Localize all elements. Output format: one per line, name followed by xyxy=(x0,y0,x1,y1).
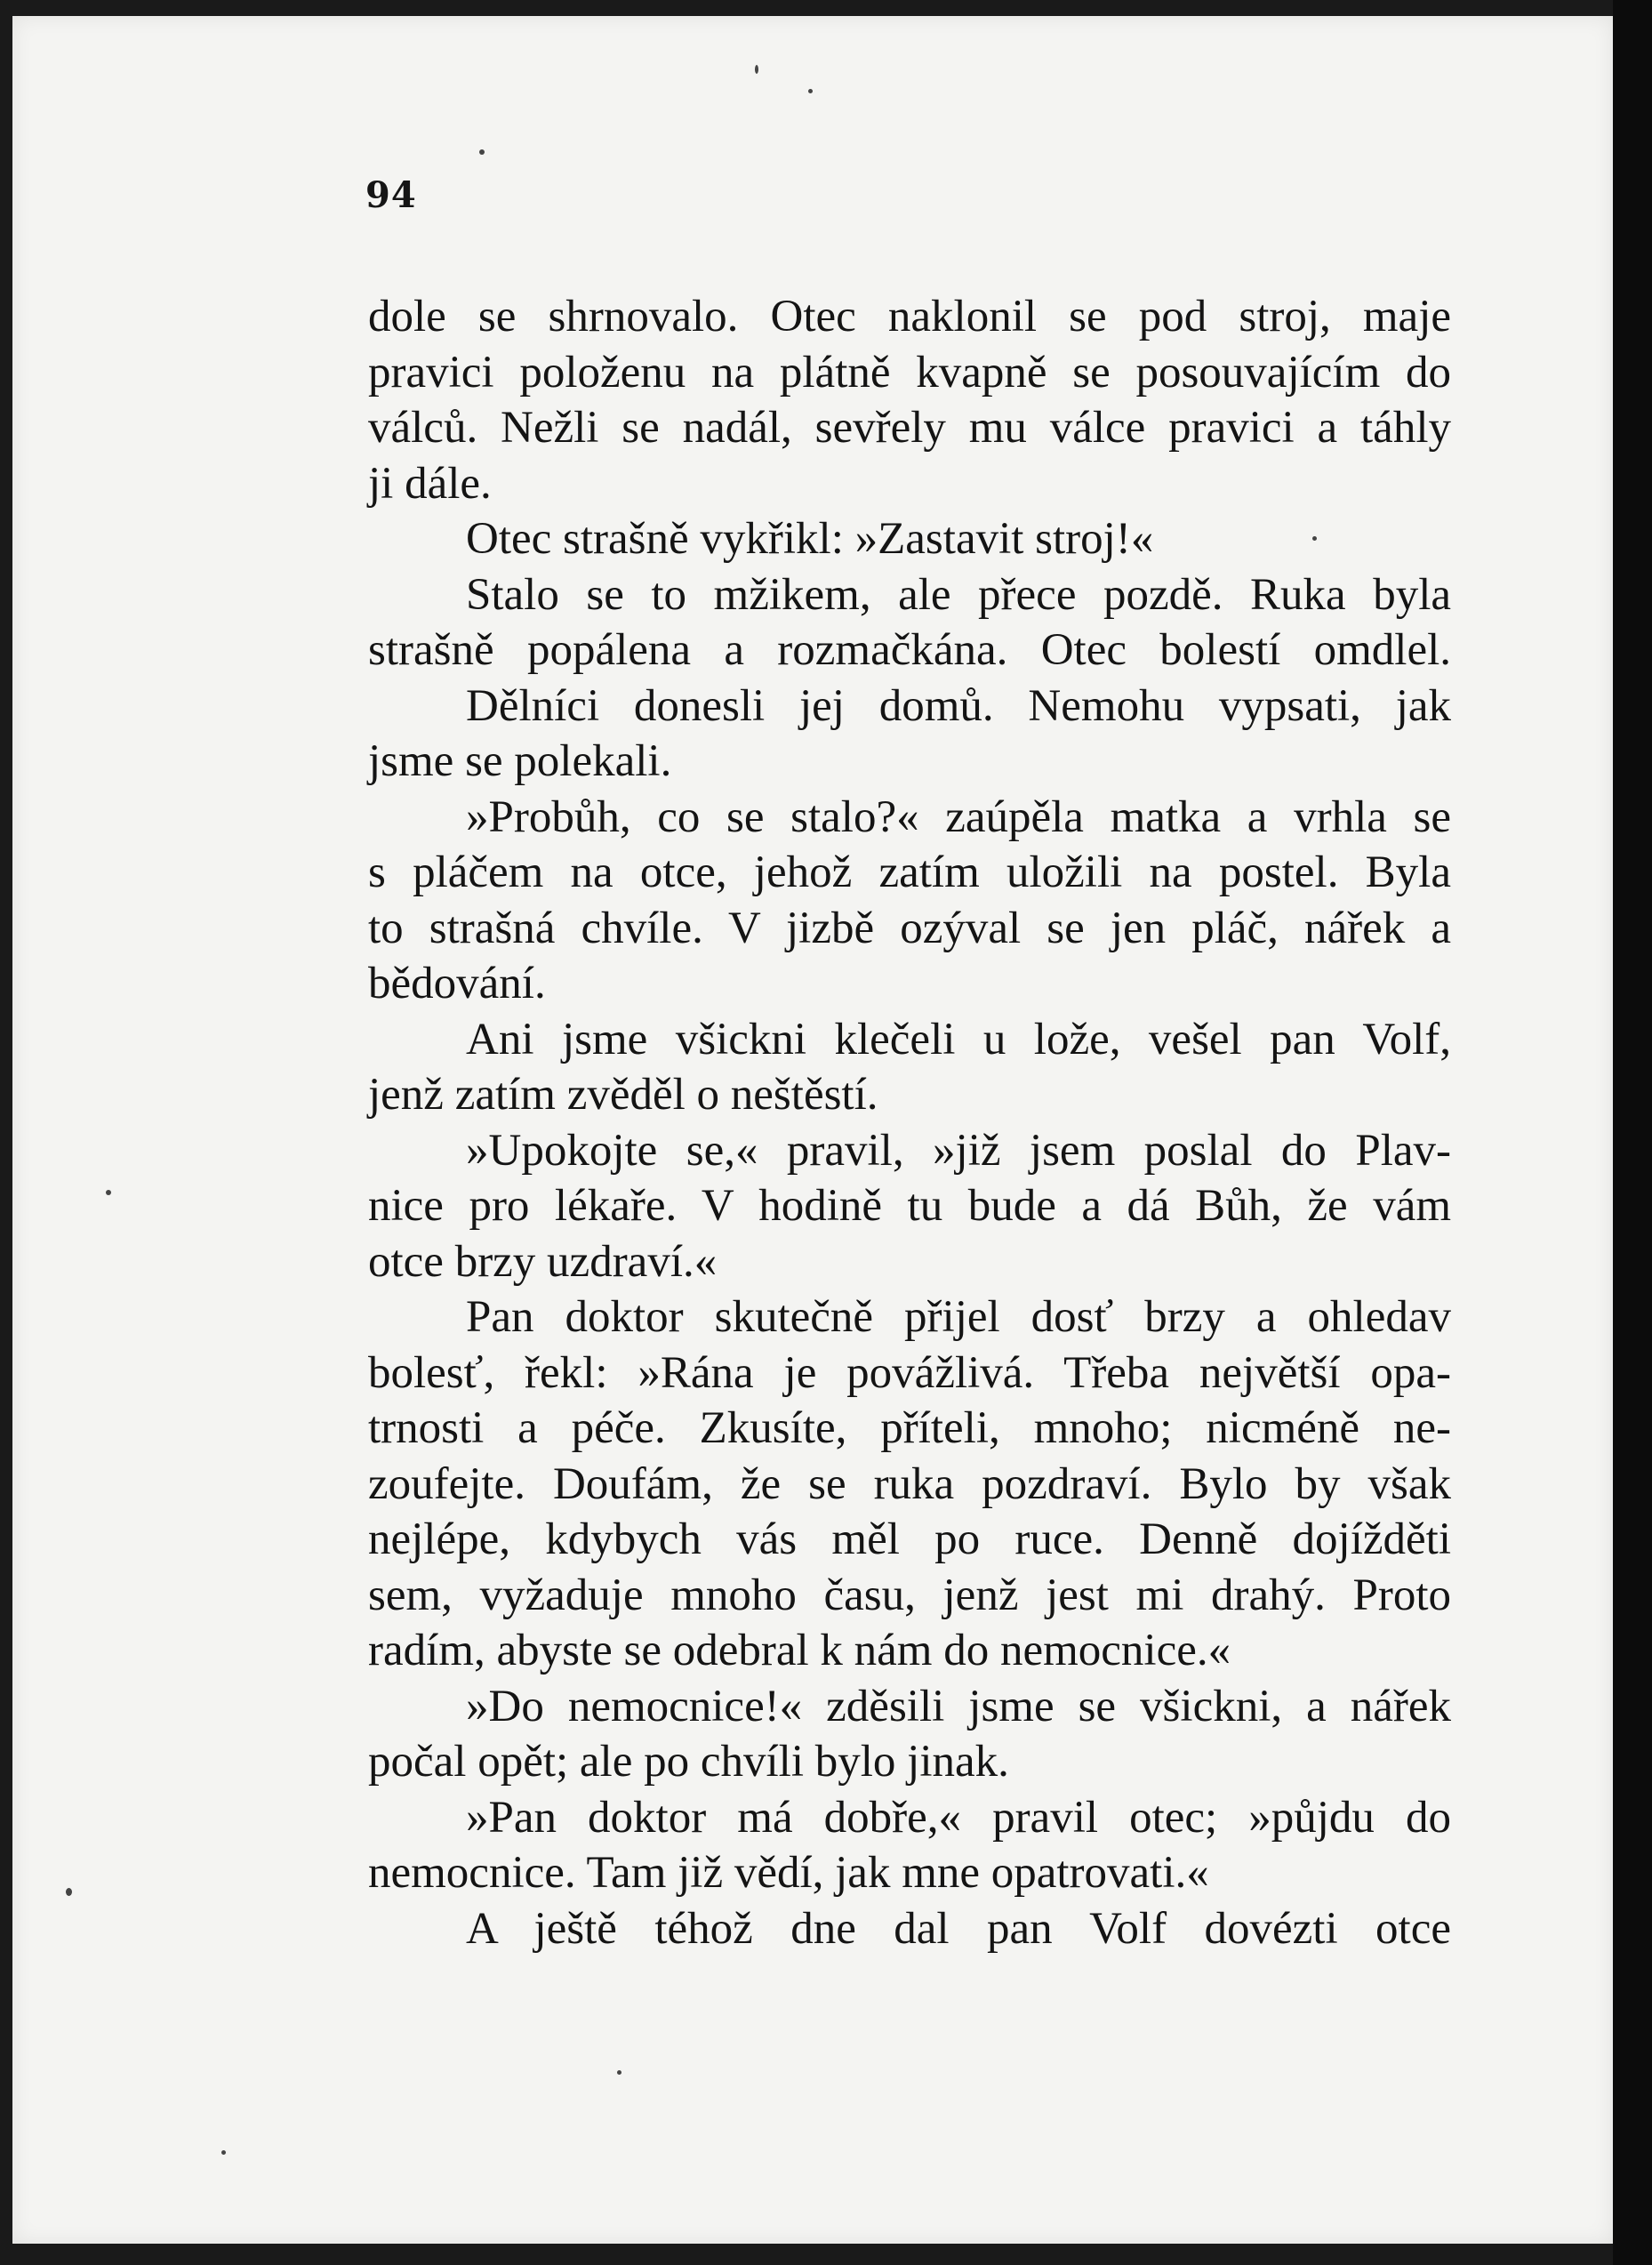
text-line: počal opět; ale po chvíli bylo jinak. xyxy=(368,1737,1009,1787)
text-line: Pan doktor skutečně přijel dosť brzy a ohledav xyxy=(466,1292,1451,1342)
book-page xyxy=(12,16,1613,2244)
paper-speck xyxy=(755,65,758,74)
text-line: »Probůh, co se stalo?« zaúpěla matka a vrhla se xyxy=(466,791,1451,842)
text-line: nemocnice. Tam již vědí, jak mne opatrovati.« xyxy=(368,1848,1209,1898)
text-line: Dělníci donesli jej domů. Nemohu vypsati, jak xyxy=(466,680,1451,731)
text-line: nejlépe, kdybych vás měl po ruce. Denně dojížděti xyxy=(368,1514,1451,1564)
page-number: 94 xyxy=(365,174,417,216)
text-line: bědování. xyxy=(368,959,546,1008)
scan-edge xyxy=(1613,0,1652,2265)
text-line: Otec strašně vykřikl: »Zastavit stroj!« xyxy=(466,514,1154,564)
text-line: sem, vyžaduje mnoho času, jenž jest mi drahý. Proto xyxy=(368,1570,1451,1620)
text-line: Stalo se to mžikem, ale přece pozdě. Ruka byla xyxy=(466,569,1451,620)
text-line: otce brzy uzdraví.« xyxy=(368,1236,718,1287)
text-line: jsme se polekali. xyxy=(368,736,672,786)
text-line: strašně popálena a rozmačkána. Otec bolestí omdlel. xyxy=(368,625,1451,675)
text-line: A ještě téhož dne dal pan Volf dovézti otce xyxy=(466,1903,1451,1954)
text-line: dole se shrnovalo. Otec naklonil se pod stroj, maje xyxy=(368,292,1451,341)
paper-speck xyxy=(221,2150,226,2155)
paper-speck xyxy=(808,89,813,93)
text-line: jenž zatím zvěděl o neštěstí. xyxy=(368,1070,878,1120)
paper-speck xyxy=(66,1888,72,1896)
text-line: trnosti a péče. Zkusíte, příteli, mnoho; nicméně ne- xyxy=(368,1403,1451,1453)
text-line: zoufejte. Doufám, že se ruka pozdraví. Bylo by však xyxy=(368,1458,1451,1509)
paper-speck xyxy=(479,149,485,155)
body-text xyxy=(368,289,1451,1956)
text-line: »Upokojte se,« pravil, »již jsem poslal do Plav- xyxy=(466,1125,1451,1176)
text-line: válců. Nežli se nadál, sevřely mu válce pravici a táhly xyxy=(368,403,1451,453)
text-line: Ani jsme všickni klečeli u lože, vešel pan Volf, xyxy=(466,1014,1451,1064)
paper-speck xyxy=(106,1190,111,1195)
text-line: nice pro lékaře. V hodině tu bude a dá Bůh, že vám xyxy=(368,1181,1451,1231)
text-line: »Do nemocnice!« zděsili jsme se všickni, a nářek xyxy=(466,1681,1451,1731)
paper-speck xyxy=(617,2070,622,2075)
text-line: »Pan doktor má dobře,« pravil otec; »půjdu do xyxy=(466,1792,1451,1843)
text-line: pravici položenu na plátně kvapně se posouvajícím do xyxy=(368,347,1451,398)
text-line: radím, abyste se odebral k nám do nemocnice.« xyxy=(368,1626,1231,1675)
text-line: s pláčem na otce, jehož zatím uložili na postel. Byla xyxy=(368,847,1451,897)
text-line: ji dále. xyxy=(368,458,492,509)
text-line: bolesť, řekl: »Rána je povážlivá. Třeba největší opa- xyxy=(368,1347,1451,1398)
text-line: to strašná chvíle. V jizbě ozýval se jen pláč, nářek a xyxy=(368,903,1451,953)
paper-speck xyxy=(1312,536,1317,541)
